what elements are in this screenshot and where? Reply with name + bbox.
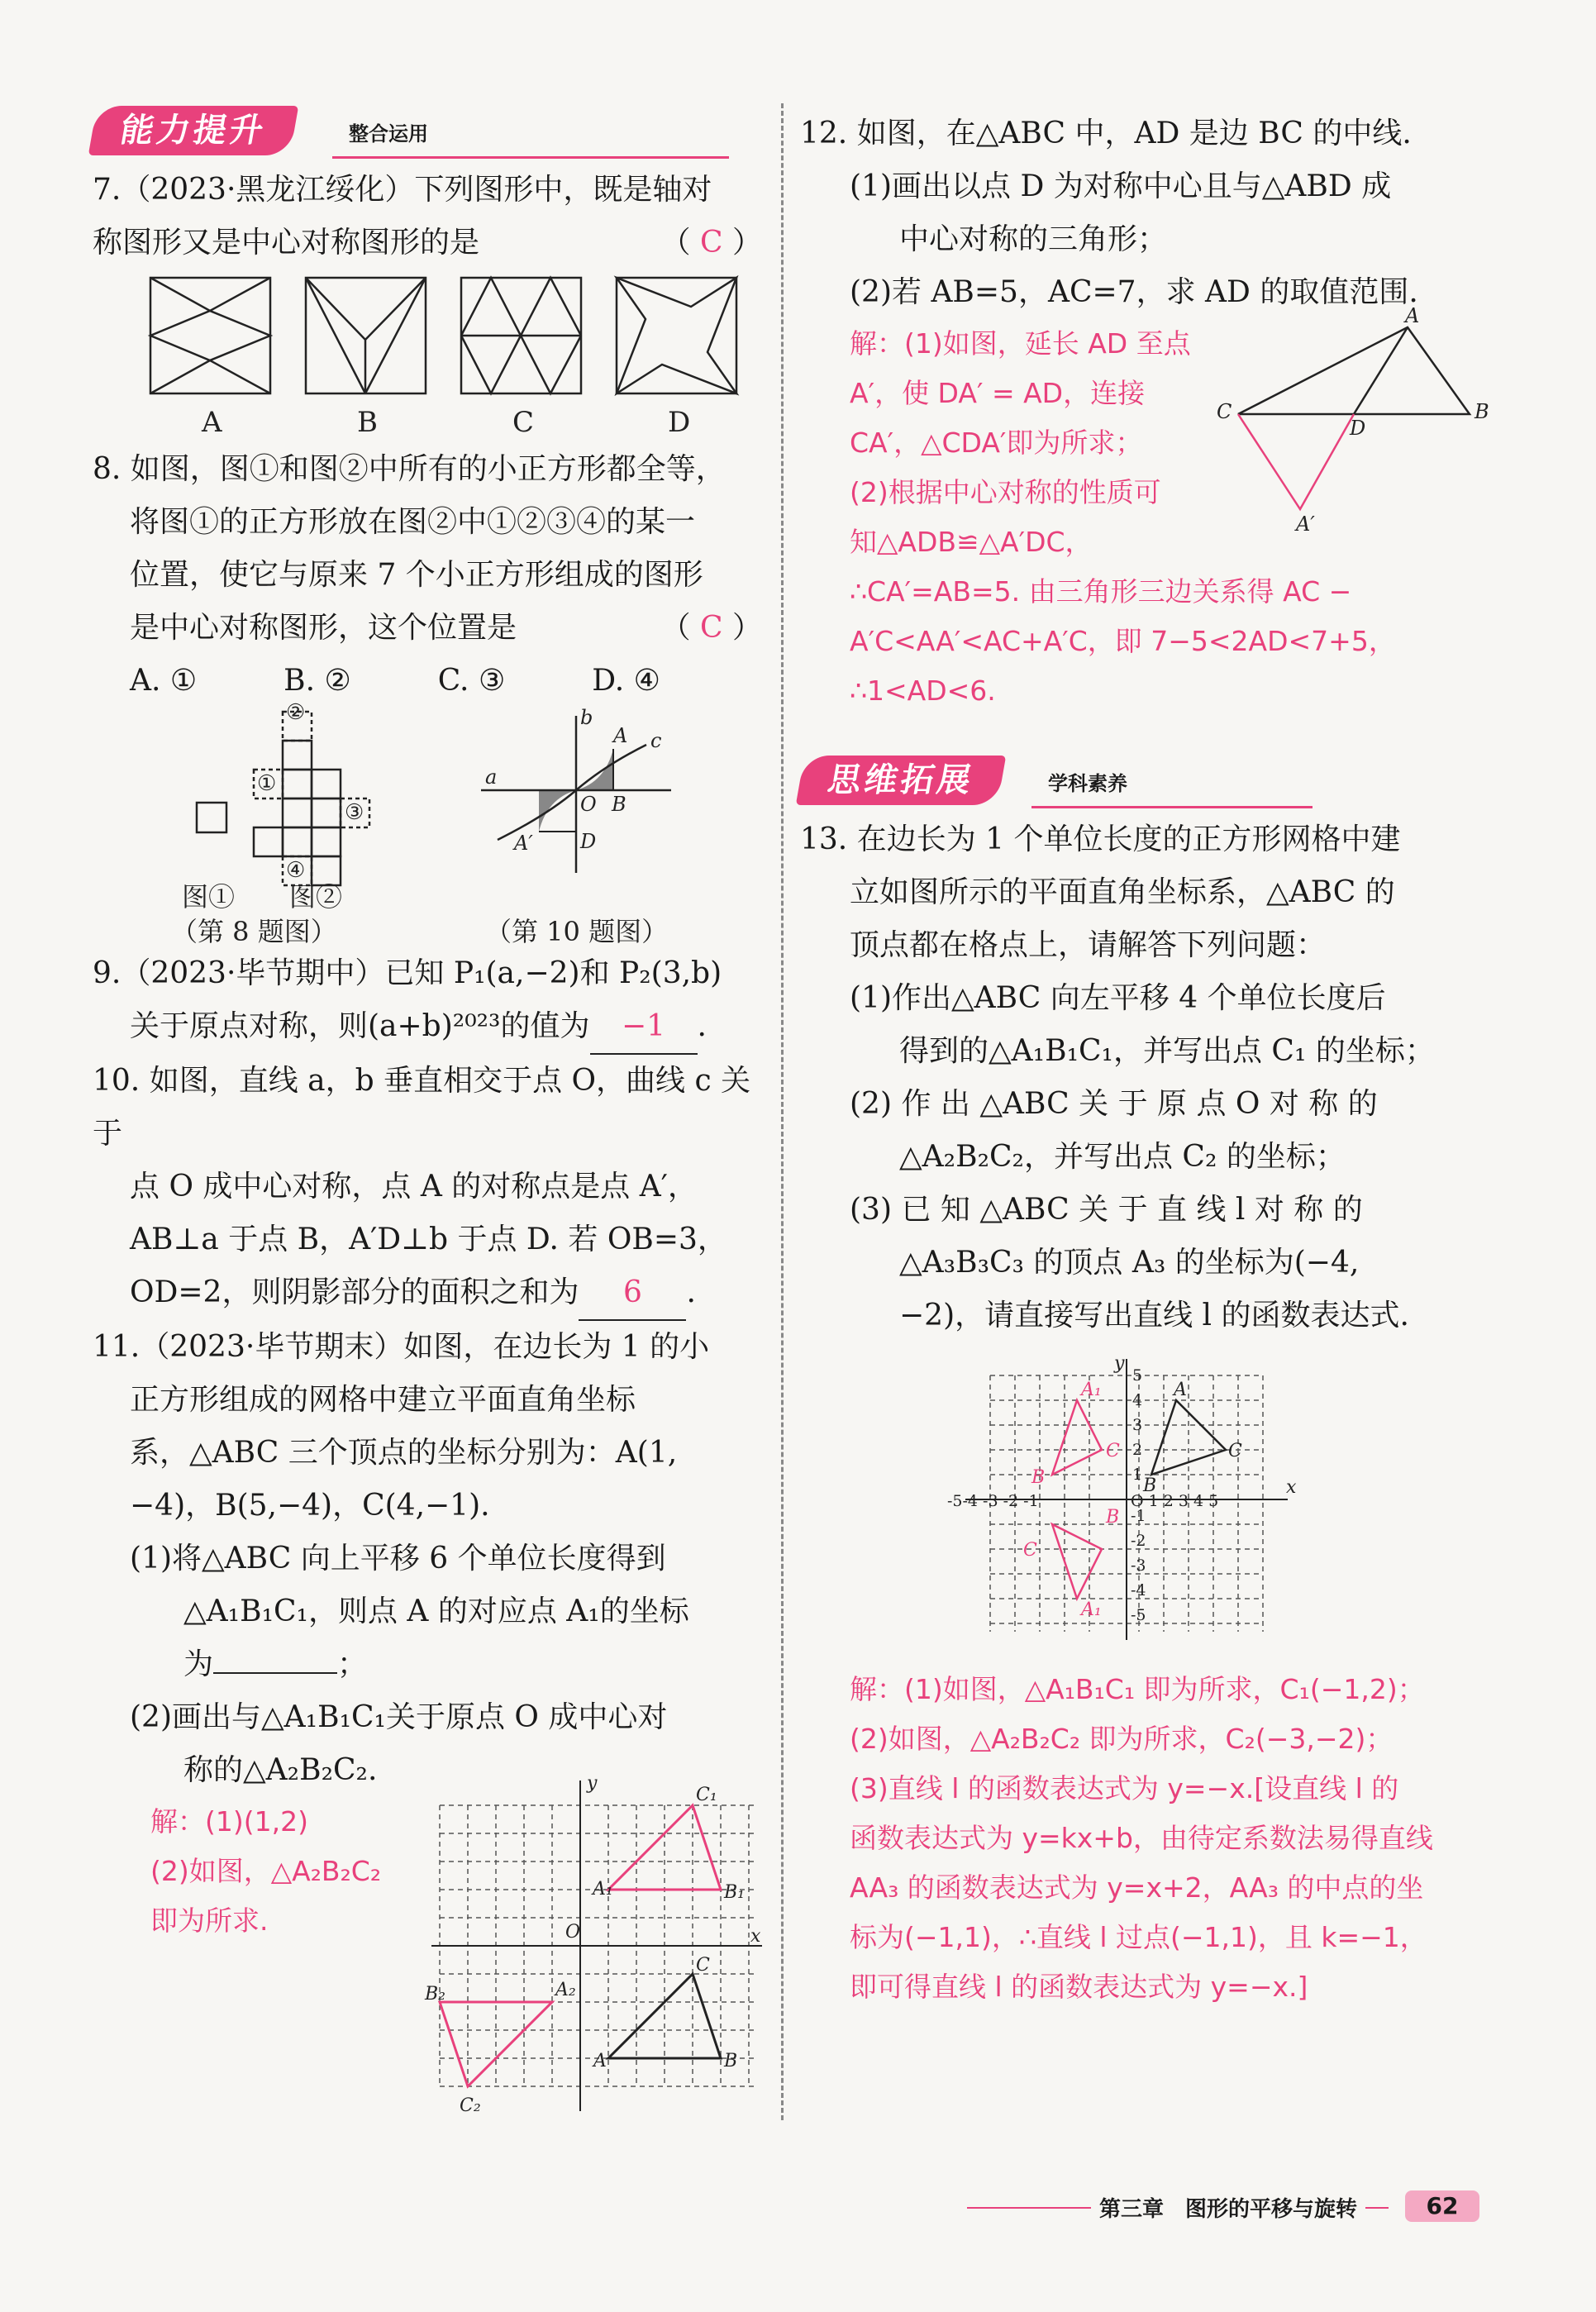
q13-sol7: 即可得直线 l 的函数表达式为 y=−x.] — [850, 1971, 1308, 2003]
q13-part3-c: −2)，请直接写出直线 l 的函数表达式. — [899, 1299, 1409, 1332]
svg-text:B: B — [724, 2051, 738, 2071]
svg-text:A: A — [1174, 1380, 1187, 1400]
q13-sol5: AA₃ 的函数表达式为 y=x+2，AA₃ 的中点的坐 — [850, 1871, 1424, 1904]
q12-sol5: 知△ADB≌△A′DC， — [850, 526, 1093, 558]
section-banner-thinking — [800, 749, 1486, 813]
q10-line4: OD=2，则阴影部分的面积之和为 6 . — [93, 1266, 762, 1321]
q13-part2-b: △A₂B₂C₂，并写出点 C₂ 的坐标； — [899, 1140, 1346, 1174]
q8-line2: 将图①的正方形放在图②中①②③④的某一 — [130, 505, 696, 539]
q13-part3-b: △A₃B₃C₃ 的顶点 A₃ 的坐标为(−4, — [899, 1246, 1360, 1280]
q13-line3: 顶点都在格点上，请解答下列问题： — [850, 928, 1327, 962]
svg-text:D: D — [580, 830, 597, 853]
svg-text:C₁: C₁ — [696, 1785, 717, 1805]
svg-text:4: 4 — [1132, 1391, 1143, 1409]
q13-sol4: 函数表达式为 y=kx+b，由待定系数法易得直线 — [850, 1822, 1433, 1854]
q11-solution — [93, 1773, 762, 2116]
q12-sol4: (2)根据中心对称的性质可 — [850, 476, 1161, 508]
question-13 — [800, 813, 1486, 1342]
q11-line3: 系，△ABC 三个顶点的坐标分别为：A(1, — [130, 1436, 678, 1470]
svg-text:x: x — [750, 1926, 761, 1947]
q13-part3-a: (3) 已 知 △ABC 关 于 直 线 l 对 称 的 — [850, 1193, 1363, 1227]
svg-text:C₂: C₂ — [460, 2095, 481, 2116]
svg-text:c: c — [650, 729, 662, 752]
q8-option-a: A. ① — [130, 664, 198, 698]
svg-text:C: C — [1217, 400, 1232, 423]
q7-answer: C — [700, 226, 723, 260]
q7-label-d: D — [668, 406, 691, 439]
svg-text:2: 2 — [1132, 1441, 1143, 1459]
q10-line3: AB⊥a 于点 B，A′D⊥b 于点 D. 若 OB=3， — [130, 1223, 727, 1256]
q13-grid-figure — [800, 1342, 1486, 1665]
svg-text:A₂: A₂ — [555, 1980, 576, 2000]
q8-mark-4: ④ — [286, 858, 306, 883]
svg-text:A₁: A₁ — [1081, 1599, 1102, 1620]
q8-mark-2: ② — [286, 700, 306, 725]
svg-text:A₁: A₁ — [593, 1879, 613, 1900]
q12-figure — [1213, 304, 1489, 551]
q7-label-a: A — [202, 406, 222, 439]
question-9 — [93, 947, 762, 1055]
q8-caption: （第 8 题图） — [171, 916, 337, 947]
svg-text:A₁: A₁ — [1081, 1380, 1102, 1400]
q8-line4: 是中心对称图形，这个位置是 （ C ） — [130, 611, 762, 645]
banner2-title: 思维拓展 — [796, 756, 1007, 805]
q8-mark-3: ③ — [345, 800, 364, 825]
q11-line2: 正方形组成的网格中建立平面直角坐标 — [130, 1383, 636, 1417]
banner2-rule — [1031, 806, 1313, 808]
q11-part1-c: 为 ； — [183, 1647, 368, 1681]
q7-figure-d — [617, 278, 736, 393]
q13-solution — [800, 1665, 1486, 2012]
q11-line1: 11.（2023·毕节期末）如图，在边长为 1 的小 — [93, 1330, 710, 1364]
svg-text:O: O — [565, 1922, 581, 1943]
q8-option-d: D. ④ — [592, 664, 660, 698]
q9-answer: −1 — [590, 1000, 698, 1055]
svg-text:A′: A′ — [514, 832, 533, 855]
svg-text:-5-4 -3 -2 -1: -5-4 -3 -2 -1 — [947, 1492, 1039, 1510]
question-10 — [93, 1055, 762, 1321]
svg-text:-5: -5 — [1131, 1606, 1146, 1624]
q13-sol2: (2)如图，△A₂B₂C₂ 即为所求，C₂(−3,−2)； — [850, 1723, 1394, 1755]
column-divider — [781, 103, 784, 2120]
svg-text:-4: -4 — [1131, 1581, 1146, 1599]
svg-text:O 1 2 3 4 5: O 1 2 3 4 5 — [1131, 1492, 1219, 1510]
q7-figure-c — [461, 278, 581, 393]
svg-text:B: B — [1031, 1467, 1046, 1488]
q8-option-c: C. ③ — [437, 664, 506, 698]
question-11 — [93, 1321, 762, 1797]
svg-text:A: A — [613, 724, 628, 747]
q12-sol3: CA′，△CDA′即为所求； — [850, 427, 1143, 459]
svg-text:D: D — [1350, 417, 1366, 440]
question-12 — [800, 107, 1486, 319]
q7-label-b: B — [357, 406, 378, 439]
banner2-subtitle: 学科素养 — [1048, 772, 1127, 795]
svg-text:B: B — [1475, 400, 1489, 423]
q8-line3: 位置，使它与原来 7 个小正方形组成的图形 — [130, 558, 703, 592]
question-7 — [93, 164, 762, 269]
q8-fig1-label: 图① — [182, 881, 236, 913]
q7-line2: 称图形又是中心对称图形的是 （ C ） — [93, 226, 762, 260]
q13-line1: 13. 在边长为 1 个单位长度的正方形网格中建 — [800, 822, 1401, 856]
q10-line2: 点 O 成中心对称，点 A 的对称点是点 A′， — [130, 1170, 698, 1204]
q9-line1: 9.（2023·毕节期中）已知 P₁(a,−2)和 P₂(3,b) — [93, 956, 722, 990]
q12-part2: (2)若 AB=5，AC=7，求 AD 的取值范围. — [850, 275, 1418, 309]
svg-text:A: A — [593, 2051, 607, 2071]
q11-sol1: 解：(1)(1,2) — [150, 1805, 308, 1838]
q8-option-b: B. ② — [283, 664, 351, 698]
svg-text:C: C — [1023, 1540, 1037, 1561]
svg-text:B: B — [1143, 1475, 1157, 1496]
svg-text:1: 1 — [1132, 1466, 1143, 1484]
q12-line1: 12. 如图，在△ABC 中，AD 是边 BC 的中线. — [800, 117, 1412, 150]
q13-part2-a: (2) 作 出 △ABC 关 于 原 点 O 对 称 的 — [850, 1087, 1378, 1121]
q8-fig2-label: 图② — [289, 881, 343, 913]
left-column — [93, 99, 762, 2116]
svg-text:B₁: B₁ — [724, 1882, 745, 1903]
page-number: 62 — [1405, 2190, 1479, 2222]
q7-line1: 7.（2023·黑龙江绥化）下列图形中，既是轴对 — [93, 173, 712, 207]
svg-text:C: C — [1106, 1441, 1120, 1461]
question-8 — [93, 443, 762, 708]
q7-figure-a — [150, 278, 270, 393]
q10-figure — [481, 706, 671, 873]
q12-sol1: 解：(1)如图，延长 AD 至点 — [850, 327, 1191, 360]
q12-sol7: A′C<AA′<AC+A′C，即 7−5<2AD<7+5， — [850, 625, 1396, 657]
q13-sol3: (3)直线 l 的函数表达式为 y=−x.[设直线 l 的 — [850, 1772, 1399, 1804]
svg-text:3: 3 — [1132, 1416, 1143, 1434]
q7-figures — [93, 269, 754, 443]
page-footer — [967, 2190, 1479, 2224]
q11-grid-figure — [423, 1772, 770, 2119]
q12-sol2: A′，使 DA′ = AD，连接 — [850, 377, 1146, 409]
q12-part1-b: 中心对称的三角形； — [899, 222, 1168, 256]
q12-part1-a: (1)画出以点 D 为对称中心且与△ABD 成 — [850, 169, 1392, 203]
svg-text:5: 5 — [1132, 1366, 1143, 1385]
svg-text:y: y — [1114, 1353, 1125, 1374]
q12-sol6: ∴CA′=AB=5. 由三角形三边关系得 AC − — [850, 575, 1352, 608]
q11-line4: −4)，B(5,−4)，C(4,−1). — [130, 1489, 490, 1523]
q11-sol2b: 即为所求. — [150, 1904, 269, 1937]
q11-part2-b: 称的△A₂B₂C₂. — [183, 1753, 378, 1787]
svg-text:b: b — [580, 706, 593, 729]
svg-text:A: A — [1405, 304, 1420, 327]
svg-text:-2: -2 — [1131, 1532, 1146, 1550]
q9-line2: 关于原点对称，则(a+b)²⁰²³的值为 −1 . — [93, 1000, 762, 1055]
section-banner-ability — [93, 99, 762, 164]
svg-text:B: B — [612, 793, 626, 816]
q11-blank — [213, 1672, 337, 1674]
svg-text:a: a — [485, 765, 498, 789]
svg-text:x: x — [1286, 1477, 1297, 1498]
q11-part1-a: (1)将△ABC 向上平移 6 个单位长度得到 — [130, 1542, 666, 1575]
svg-text:O: O — [580, 793, 597, 816]
q7-figure-b — [306, 278, 426, 393]
q8-q10-figures — [93, 700, 754, 947]
svg-text:C: C — [1228, 1441, 1242, 1461]
q11-part1-b: △A₁B₁C₁，则点 A 的对应点 A₁的坐标 — [183, 1595, 689, 1628]
svg-text:-1: -1 — [1131, 1507, 1146, 1525]
svg-text:B₂: B₂ — [425, 1984, 445, 2005]
q13-sol6: 标为(−1,1)，∴直线 l 过点(−1,1)，且 k=−1， — [850, 1921, 1427, 1953]
q12-sol8: ∴1<AD<6. — [850, 675, 996, 707]
q13-sol1: 解：(1)如图，△A₁B₁C₁ 即为所求，C₁(−1,2)； — [850, 1673, 1425, 1705]
svg-text:A′: A′ — [1296, 512, 1315, 536]
q11-sol2a: (2)如图，△A₂B₂C₂ — [150, 1855, 382, 1887]
svg-text:C: C — [696, 1955, 710, 1976]
q13-part1-a: (1)作出△ABC 向左平移 4 个单位长度后 — [850, 981, 1386, 1015]
banner-rule — [332, 156, 729, 159]
svg-text:-3: -3 — [1131, 1556, 1146, 1575]
q13-part1-b: 得到的△A₁B₁C₁，并写出点 C₁ 的坐标； — [899, 1034, 1435, 1068]
banner-subtitle: 整合运用 — [349, 122, 428, 145]
q7-label-c: C — [512, 406, 535, 439]
banner-title: 能力提升 — [88, 106, 299, 155]
q10-caption: （第 10 题图） — [485, 916, 669, 947]
q8-options — [93, 655, 762, 708]
q13-line2: 立如图所示的平面直角坐标系，△ABC 的 — [850, 875, 1395, 909]
svg-text:B: B — [1106, 1507, 1120, 1528]
q10-line1: 10. 如图，直线 a，b 垂直相交于点 O，曲线 c 关于 — [93, 1064, 751, 1151]
q12-solution — [800, 304, 1489, 716]
q10-answer: 6 — [579, 1266, 686, 1321]
svg-text:y: y — [587, 1773, 598, 1794]
q8-answer: C — [700, 611, 723, 645]
q8-line1: 8. 如图，图①和图②中所有的小正方形都全等， — [93, 452, 726, 486]
right-column — [800, 99, 1489, 2012]
q8-mark-1: ① — [257, 771, 277, 796]
chapter-title: 第三章 图形的平移与旋转 — [1091, 2192, 1365, 2223]
q11-part2-a: (2)画出与△A₁B₁C₁关于原点 O 成中心对 — [130, 1700, 668, 1734]
